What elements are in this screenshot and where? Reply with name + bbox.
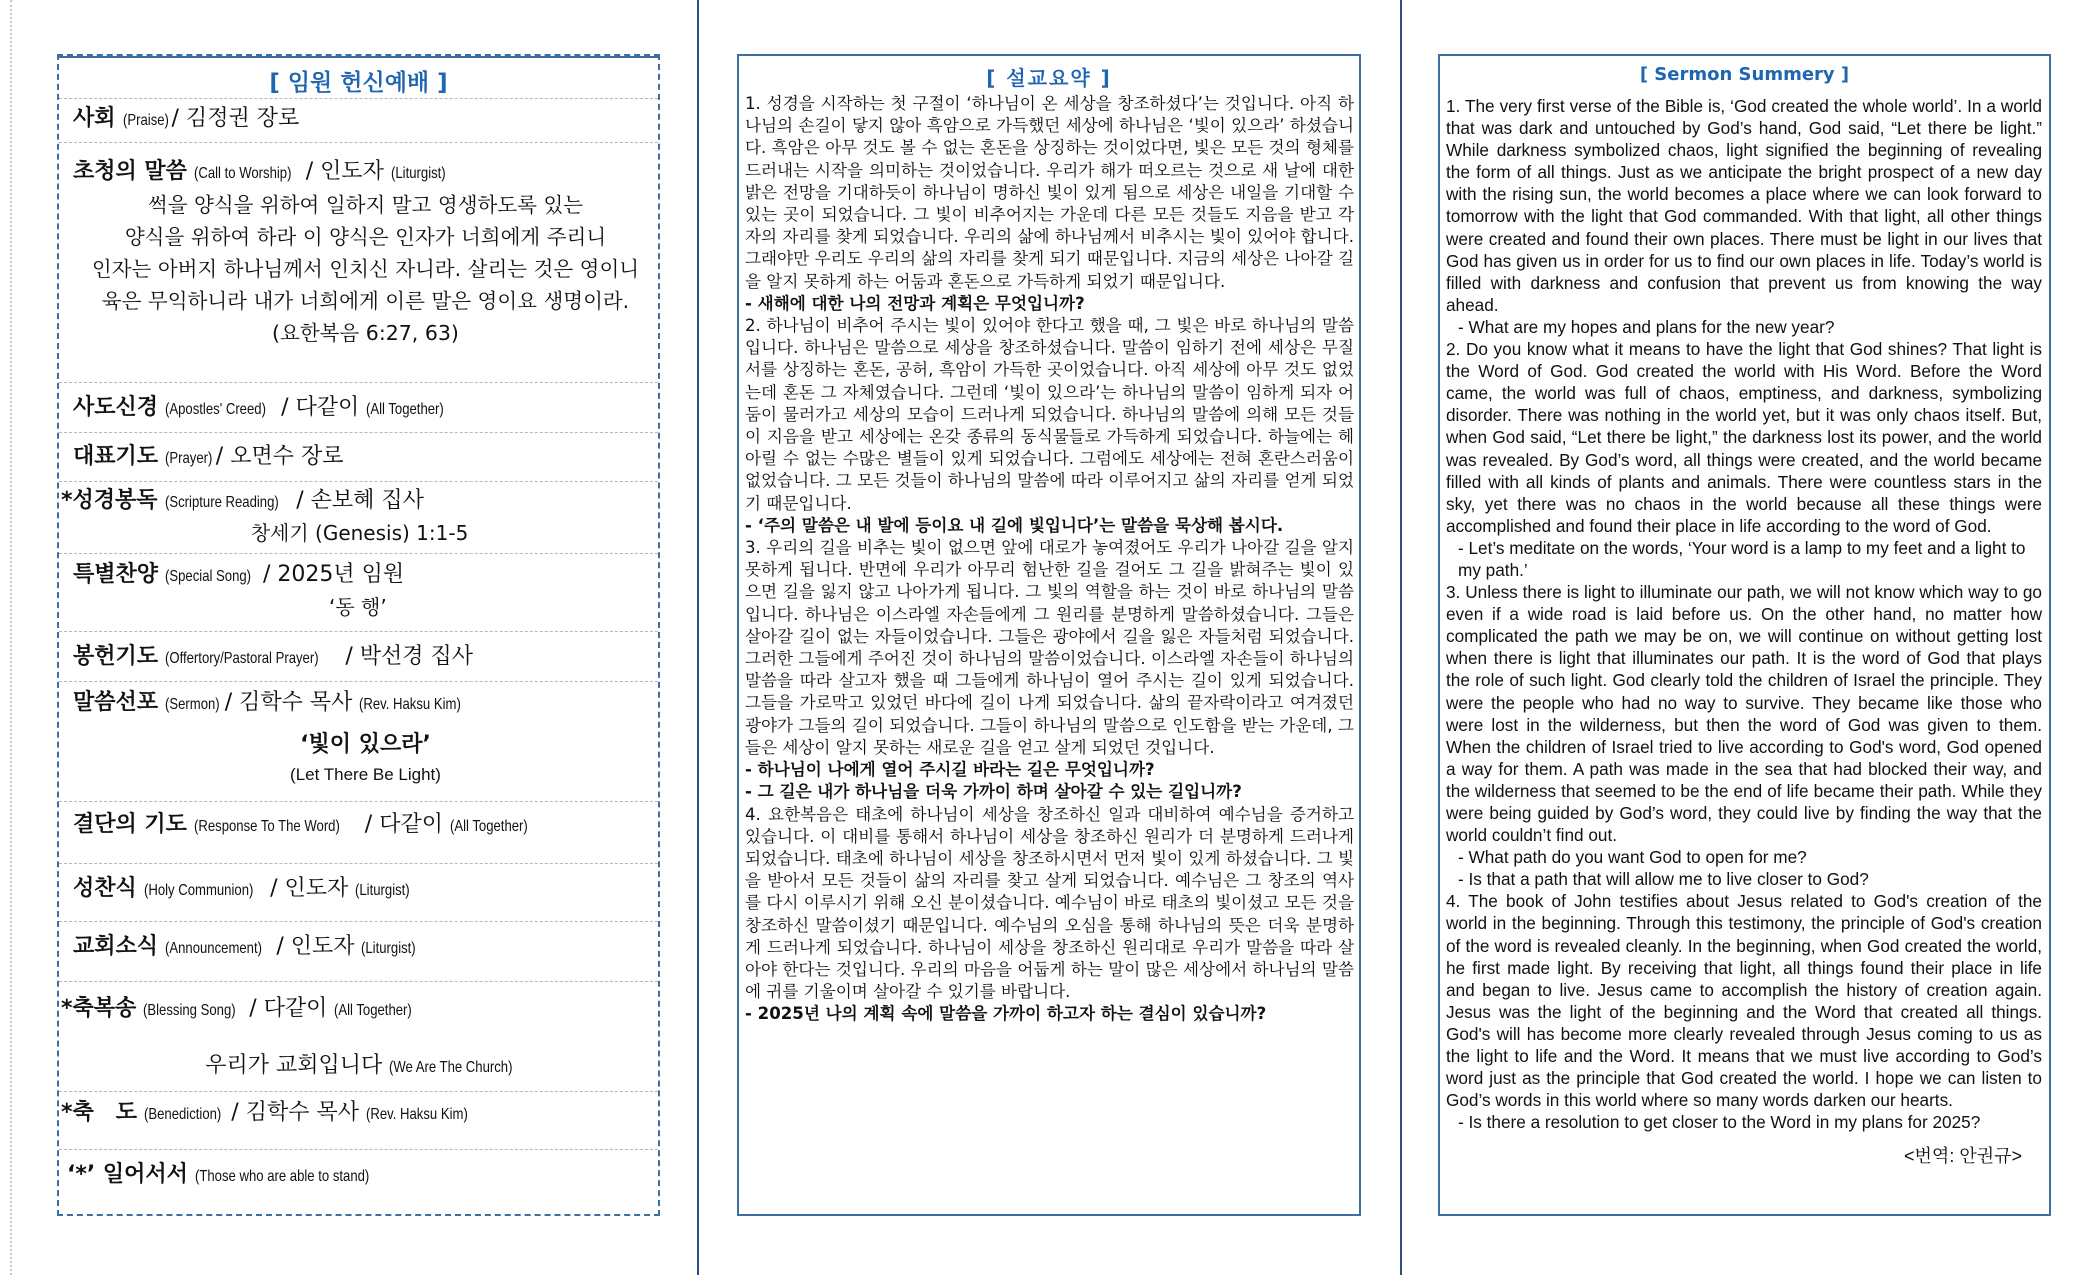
order-item-sermon: 말씀선포 (Sermon) / 김학수 목사 (Rev. Haksu Kim) ‘빛이 있으라’ (Let There Be Light) <box>59 681 658 801</box>
special-song-title: ‘동 행’ <box>329 595 387 619</box>
call-verse-line: 썩을 양식을 위하여 일하지 말고 영생하도록 있는 <box>147 193 584 217</box>
order-item-announcement: 교회소식 (Announcement) / 인도자 (Liturgist) <box>59 921 658 981</box>
order-title: [ 임원 헌신예배 ] <box>269 70 448 96</box>
reflection-question: - 그 길은 내가 하나님을 더욱 가까이 하며 살아갈 수 있는 길입니까? <box>745 782 1242 802</box>
order-item-praise: 사회 (Praise) / 김정권 장로 <box>59 98 658 142</box>
order-item-apostles-creed: 사도신경 (Apostles' Creed) / 다같이 (All Together) <box>59 382 658 432</box>
order-item-scripture-reading: *성경봉독 (Scripture Reading) / 손보혜 집사 창세기 (Genesis) 1:1-5 <box>59 481 658 553</box>
reflection-question: - Is that a path that will allow me to live closer to God? <box>1458 869 1869 890</box>
call-verse-reference: (요한복음 6:27, 63) <box>272 321 459 345</box>
summary-paragraph: 4. 요한복음은 태초에 하나님이 세상을 창조하신 일과 대비하여 예수님을 증거하고 있습니다. 이 대비를 통해서 하나님이 세상을 창조하신 원리가 더 분명하게 드러나게 되었습니다. 태초에 하나님이 세상을 창조하시면서 먼저 빛이 있게 하셨습니다. 그 빛을 받아서 모든 것들이 삶의 자리를 찾고 살게 되었습니다. 예수님은 그 창조의 역사를 다시 이루시기 위해 오신 분이셨습니다. 예수님이 바로 태초의 빛이셨고 모든 것을 창조하신 말씀이셨기 때문입니다. 예수님의 오심을 통해 하나님의 뜻은 더욱 분명하게 드러나게 되었습니다. 하나님이 세상을 창조하신 원리대로 우리가 말씀을 따라 살아야 한다는 것입니다. 우리의 마음을 어둡게 하는 말이 많은 세상에서 하나님의 말씀에 귀를 기울이며 살아갈 수 있기를 바랍니다. <box>745 804 1354 1002</box>
order-item-offertory-prayer: 봉헌기도 (Offertory/Pastoral Prayer) / 박선경 집사 <box>59 631 658 681</box>
reflection-question: - 하나님이 나에게 열어 주시길 바라는 길은 무엇입니까? <box>745 760 1155 780</box>
sermon-summary-korean-body <box>739 93 1359 1026</box>
sermon-summary-english-panel <box>1438 54 2051 1216</box>
order-item-holy-communion: 성찬식 (Holy Communion) / 인도자 (Liturgist) <box>59 863 658 921</box>
order-item-response: 결단의 기도 (Response To The Word) / 다같이 (All Together) <box>59 801 658 863</box>
summary-paragraph: 2. 하나님이 비추어 주시는 빛이 있어야 한다고 했을 때, 그 빛은 바로 하나님의 말씀입니다. 하나님은 말씀으로 세상을 창조하셨습니다. 말씀이 임하기 전에 세상은 무질서를 상징하는 혼돈, 공허, 흑암이 가득한 곳이었습니다. 아직 세상에 아무 것도 없었는데 혼돈 그 자체였습니다. 그런데 ‘빛이 있으라’는 하나님의 말씀이 임하게 되자 어둠이 물러가고 세상의 모습이 드러나게 되었습니다. 하나님의 말씀에 의해 모든 것들이 지음을 받고 세상에는 온갖 종류의 동식물들로 가득하게 되었습니다. 하늘에는 헤아릴 수 없는 수많은 별들이 있게 되었습니다. 그럼에도 세상에는 전혀 혼란스러움이 없었습니다. 그 모든 것들이 하나님의 말씀에 따라 이루어지고 삶의 자리를 얻게 되었기 때문입니다. <box>745 316 1354 513</box>
summary-paragraph: 1. The very first verse of the Bible is, ‘God created the whole world’. In a world that was dark and untouched by God’s hand, God said, “Let there be light.” While darkness symbolized chaos, light signified the beginning of revealing the form of all things. Just as we anticipate the bright prospect of a new day with the rising sun, the world becomes a place where we can look forward to tomorrow with the light that God commanded. With that light, all other things were created and found their own places. There must be light in our lives that God has given us in order for us to find our own places in life. Today’s world is filled with darkness and confusion that prevent us from knowing the way ahead. <box>1446 96 2042 315</box>
reflection-question: - Let’s meditate on the words, ‘Your word is a lamp to my feet and a light to my path.’ <box>1458 537 2026 580</box>
sermon-summary-korean-panel <box>737 54 1361 1216</box>
call-verse-line: 인자는 아버지 하나님께서 인치신 자니라. 살리는 것은 영이니 <box>91 257 640 281</box>
page-fold-line-left <box>10 0 12 1275</box>
scripture-reference: 창세기 (Genesis) 1:1-5 <box>250 521 469 545</box>
sermon-summary-english-body <box>1440 95 2049 1168</box>
summary-paragraph: 3. Unless there is light to illuminate our path, we will not know which way to go even if a wide road is laid before us. On the other hand, no matter how complicated the path we may be on, we will continue on without getting lost when there is light that illuminates our path. It is the word of God that plays the role of such light. God clearly told the children of Israel the principle. They were the people who had no way to survive. They became like those who were lost in the wilderness, but then the word of God was given to them. When the children of Israel tried to live according to God's word, God opened a way for them. A path was made in the sea that had blocked their way, and the wilderness that seemed to be the end of life became their path. While they were being guided by God’s word, they could live by finding the way that the world couldn’t find out. <box>1446 582 2042 846</box>
column-divider-2 <box>1400 0 1402 1275</box>
call-verse-line: 양식을 위하여 하라 이 양식은 인자가 너희에게 주리니 <box>124 225 607 249</box>
order-of-worship-panel <box>57 54 660 1216</box>
summary-paragraph: 4. The book of John testifies about Jesus related to God's creation of the world in the beginning. Through this testimony, the principle of God's creation of the word is revealed cleanly. In the beginning, when God created the world, he first made light. By receiving that light, all things found their place in life and began to live. Jesus came to accomplish the history of creation again. Jesus was the light of the beginning and the Word that created all things. God's will has become more clearly revealed through Jesus coming to us as the light to life and the Word. It means that we must live according to God’s word just as the principle that God created the world. I hope we can listen to God’s words in this world where so many words darken our hearts. <box>1446 891 2042 1111</box>
sermon-title: ‘빛이 있으라’ <box>300 732 431 757</box>
sermon-summary-korean-title: [ 설교요약 ] <box>986 66 1112 90</box>
call-verse-line: 육은 무익하니라 내가 너희에게 이른 말은 영이요 생명이라. <box>101 289 630 313</box>
order-item-call-to-worship: 초청의 말씀 (Call to Worship) / 인도자 (Liturgist) 썩을 양식을 위하여 일하지 말고 영생하도록 있는 양식을 위하여 하라 이 양식은 인자가 너희에게 주리니 인자는 아버지 하나님께서 인치신 자니라. 살리는 것은 영이니 육은 무익하니라 내가 너희에게 이른 말은 영이요 생명이라. (요한복음 6:27, 63) <box>59 142 658 382</box>
summary-paragraph: 3. 우리의 길을 비추는 빛이 없으면 앞에 대로가 놓여졌어도 우리가 나아갈 길을 알지 못하게 됩니다. 반면에 우리가 아무리 험난한 길을 걸어도 그 길을 밝혀주는 빛이 있으면 길을 잃지 않고 나아가게 됩니다. 그 빛의 역할을 하는 것이 바로 하나님의 말씀입니다. 하나님은 이스라엘 자손들에게 그 원리를 분명하게 말씀하셨습니다. 그들은 살아갈 길이 없는 자들이었습니다. 그들은 광야에서 길을 잃은 자들처럼 되었습니다. 그러한 그들에게 주어진 것이 하나님의 말씀이었습니다. 이스라엘 자손들이 하나님의 말씀을 따라 살고자 했을 때 그들에게 하나님이 열어 주시는 길이 있게 되었습니다. 그들을 가로막고 있었던 바다에 길이 나게 되었습니다. 삶의 끝자락이라고 여겨졌던 광야가 그들의 길이 되었습니다. 그들이 하나님의 말씀으로 인도함을 받는 가운데, 그들은 세상이 알지 못하는 새로운 길을 얻고 살게 되었던 것입니다. <box>745 538 1354 757</box>
reflection-question: - 새해에 대한 나의 전망과 계획은 무엇입니까? <box>745 293 1085 313</box>
order-item-stand-note: ‘*’ 일어서서 (Those who are able to stand) <box>59 1149 658 1209</box>
sermon-title-english: (Let There Be Light) <box>290 765 441 784</box>
translator-credit: <번역: 안권규> <box>1904 1146 2022 1167</box>
reflection-question: - What are my hopes and plans for the new year? <box>1458 316 1835 337</box>
sermon-summary-english-title: [ Sermon Summery ] <box>1639 64 1850 85</box>
order-item-blessing-song: *축복송 (Blessing Song) / 다같이 (All Together) <box>59 981 658 1041</box>
order-item-benediction: *축 도 (Benediction) / 김학수 목사 (Rev. Haksu Kim) <box>59 1091 658 1149</box>
order-item-we-are-the-church: 우리가 교회입니다 (We Are The Church) <box>205 1053 513 1078</box>
order-item-special-song: 특별찬양 (Special Song) / 2025년 임원 ‘동 행’ <box>59 553 658 631</box>
reflection-question: - What path do you want God to open for me? <box>1458 847 1807 868</box>
summary-paragraph: 2. Do you know what it means to have the light that God shines? That light is the Word of God. God created the world with His Word. Before the Word came, the world was full of chaos, emptiness, and darkness, symbolizing disorder. There was nothing in the world yet, but it was only chaos itself. But, when God said, “Let there be light,” the darkness lost its power, and the world was revealed. By God’s word, all things were created, and the world became filled with all kinds of plants and animals. There were countless stars in the sky, yet there was no chaos in the world because all these things were accomplished and found their place in life according to the word of God. <box>1446 339 2042 536</box>
reflection-question: - 2025년 나의 계획 속에 말씀을 가까이 하고자 하는 결심이 있습니까? <box>745 1004 1267 1024</box>
summary-paragraph: 1. 성경을 시작하는 첫 구절이 ‘하나님이 온 세상을 창조하셨다’는 것입니다. 아직 하나님의 손길이 닿지 않아 흑암으로 가득했던 세상에 하나님은 ‘빛이 있으라’ 하셨습니다. 흑암은 아무 것도 볼 수 없는 혼돈을 상징하는 것이었다면, 빛은 모든 것의 형체를 드러내는 시작을 의미하는 것이었습니다. 우리가 해가 떠오르는 것으로 새 날에 대한 밝은 전망을 기대하듯이 하나님이 명하신 빛이 있게 됨으로 세상은 내일을 기대할 수 있는 곳이 되었습니다. 그 빛이 비추어지는 가운데 다른 모든 것들도 지음을 받고 각자의 자리를 찾게 되었습니다. 우리의 삶에 하나님께서 비추시는 빛이 있어야 합니다. 그래야만 우리도 우리의 삶의 자리를 찾게 되기 때문입니다. 지금의 세상은 나아갈 길을 알지 못하게 하는 어둠과 혼돈으로 가득하게 되었기 때문입니다. <box>745 94 1354 291</box>
column-divider-1 <box>697 0 699 1275</box>
reflection-question: - ‘주의 말씀은 내 발에 등이요 내 길에 빛입니다’는 말씀을 묵상해 봅시다. <box>745 515 1284 535</box>
reflection-question: - Is there a resolution to get closer to the Word in my plans for 2025? <box>1458 1112 1981 1133</box>
order-item-prayer: 대표기도 (Prayer) / 오면수 장로 <box>59 432 658 481</box>
